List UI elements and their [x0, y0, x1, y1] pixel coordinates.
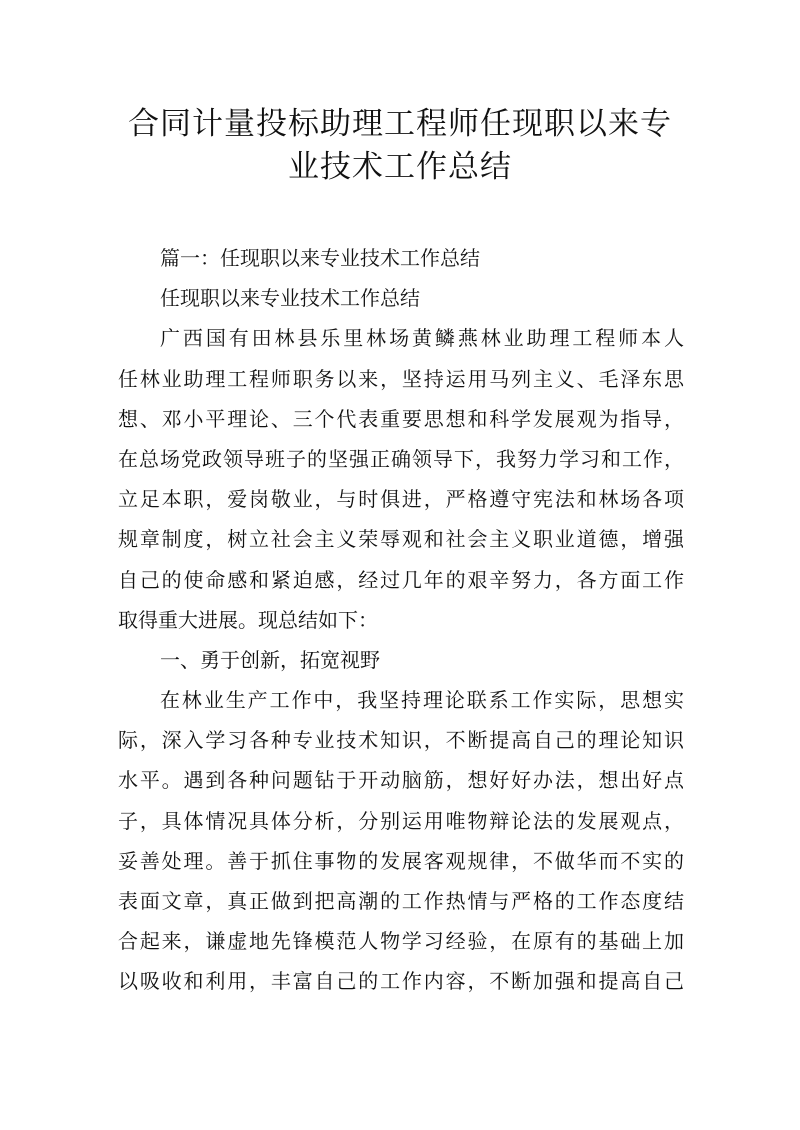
body-line: 广西国有田林县乐里林场黄鳞燕林业助理工程师本人	[160, 326, 684, 351]
body-line: 表面文章，真正做到把高潮的工作热情与严格的工作态度结	[118, 889, 684, 913]
body-line: 立足本职，爱岗敬业，与时俱进，严格遵守宪法和林场各项	[118, 487, 684, 512]
document-title-line-1: 合同计量投标助理工程师任现职以来专	[128, 106, 672, 142]
body-line: 水平。遇到各种问题钻于开动脑筋，想好好办法，想出好点	[118, 768, 684, 793]
body-line: 子，具体情况具体分析，分别运用唯物辩论法的发展观点，	[118, 808, 684, 833]
document-title-line-2: 业技术工作总结	[288, 149, 512, 185]
body-line: 在林业生产工作中，我坚持理论联系工作实际，思想实	[160, 688, 684, 713]
document-body	[118, 238, 684, 1002]
body-line: 自己的使命感和紧迫感，经过几年的艰辛努力，各方面工作	[118, 567, 684, 592]
section-heading-one: 一、勇于创新，拓宽视野	[160, 647, 380, 672]
subheading: 任现职以来专业技术工作总结	[160, 286, 420, 311]
body-line: 规章制度，树立社会主义荣辱观和社会主义职业道德，增强	[118, 527, 684, 552]
body-line: 以吸收和利用，丰富自己的工作内容，不断加强和提高自己	[118, 969, 684, 994]
body-line: 在总场党政领导班子的坚强正确领导下，我努力学习和工作，	[118, 446, 684, 471]
body-line: 任林业助理工程师职务以来，坚持运用马列主义、毛泽东思	[118, 366, 684, 391]
body-line: 际，深入学习各种专业技术知识，不断提高自己的理论知识	[118, 728, 684, 753]
body-line: 合起来，谦虚地先锋模范人物学习经验，在原有的基础上加	[118, 929, 684, 954]
body-line: 想、邓小平理论、三个代表重要思想和科学发展观为指导，	[118, 406, 684, 431]
body-line: 取得重大进展。现总结如下：	[118, 607, 378, 632]
section-heading-piece-one: 篇一：任现职以来专业技术工作总结	[160, 246, 480, 270]
body-line: 妥善处理。善于抓住事物的发展客观规律，不做华而不实的	[118, 848, 684, 873]
